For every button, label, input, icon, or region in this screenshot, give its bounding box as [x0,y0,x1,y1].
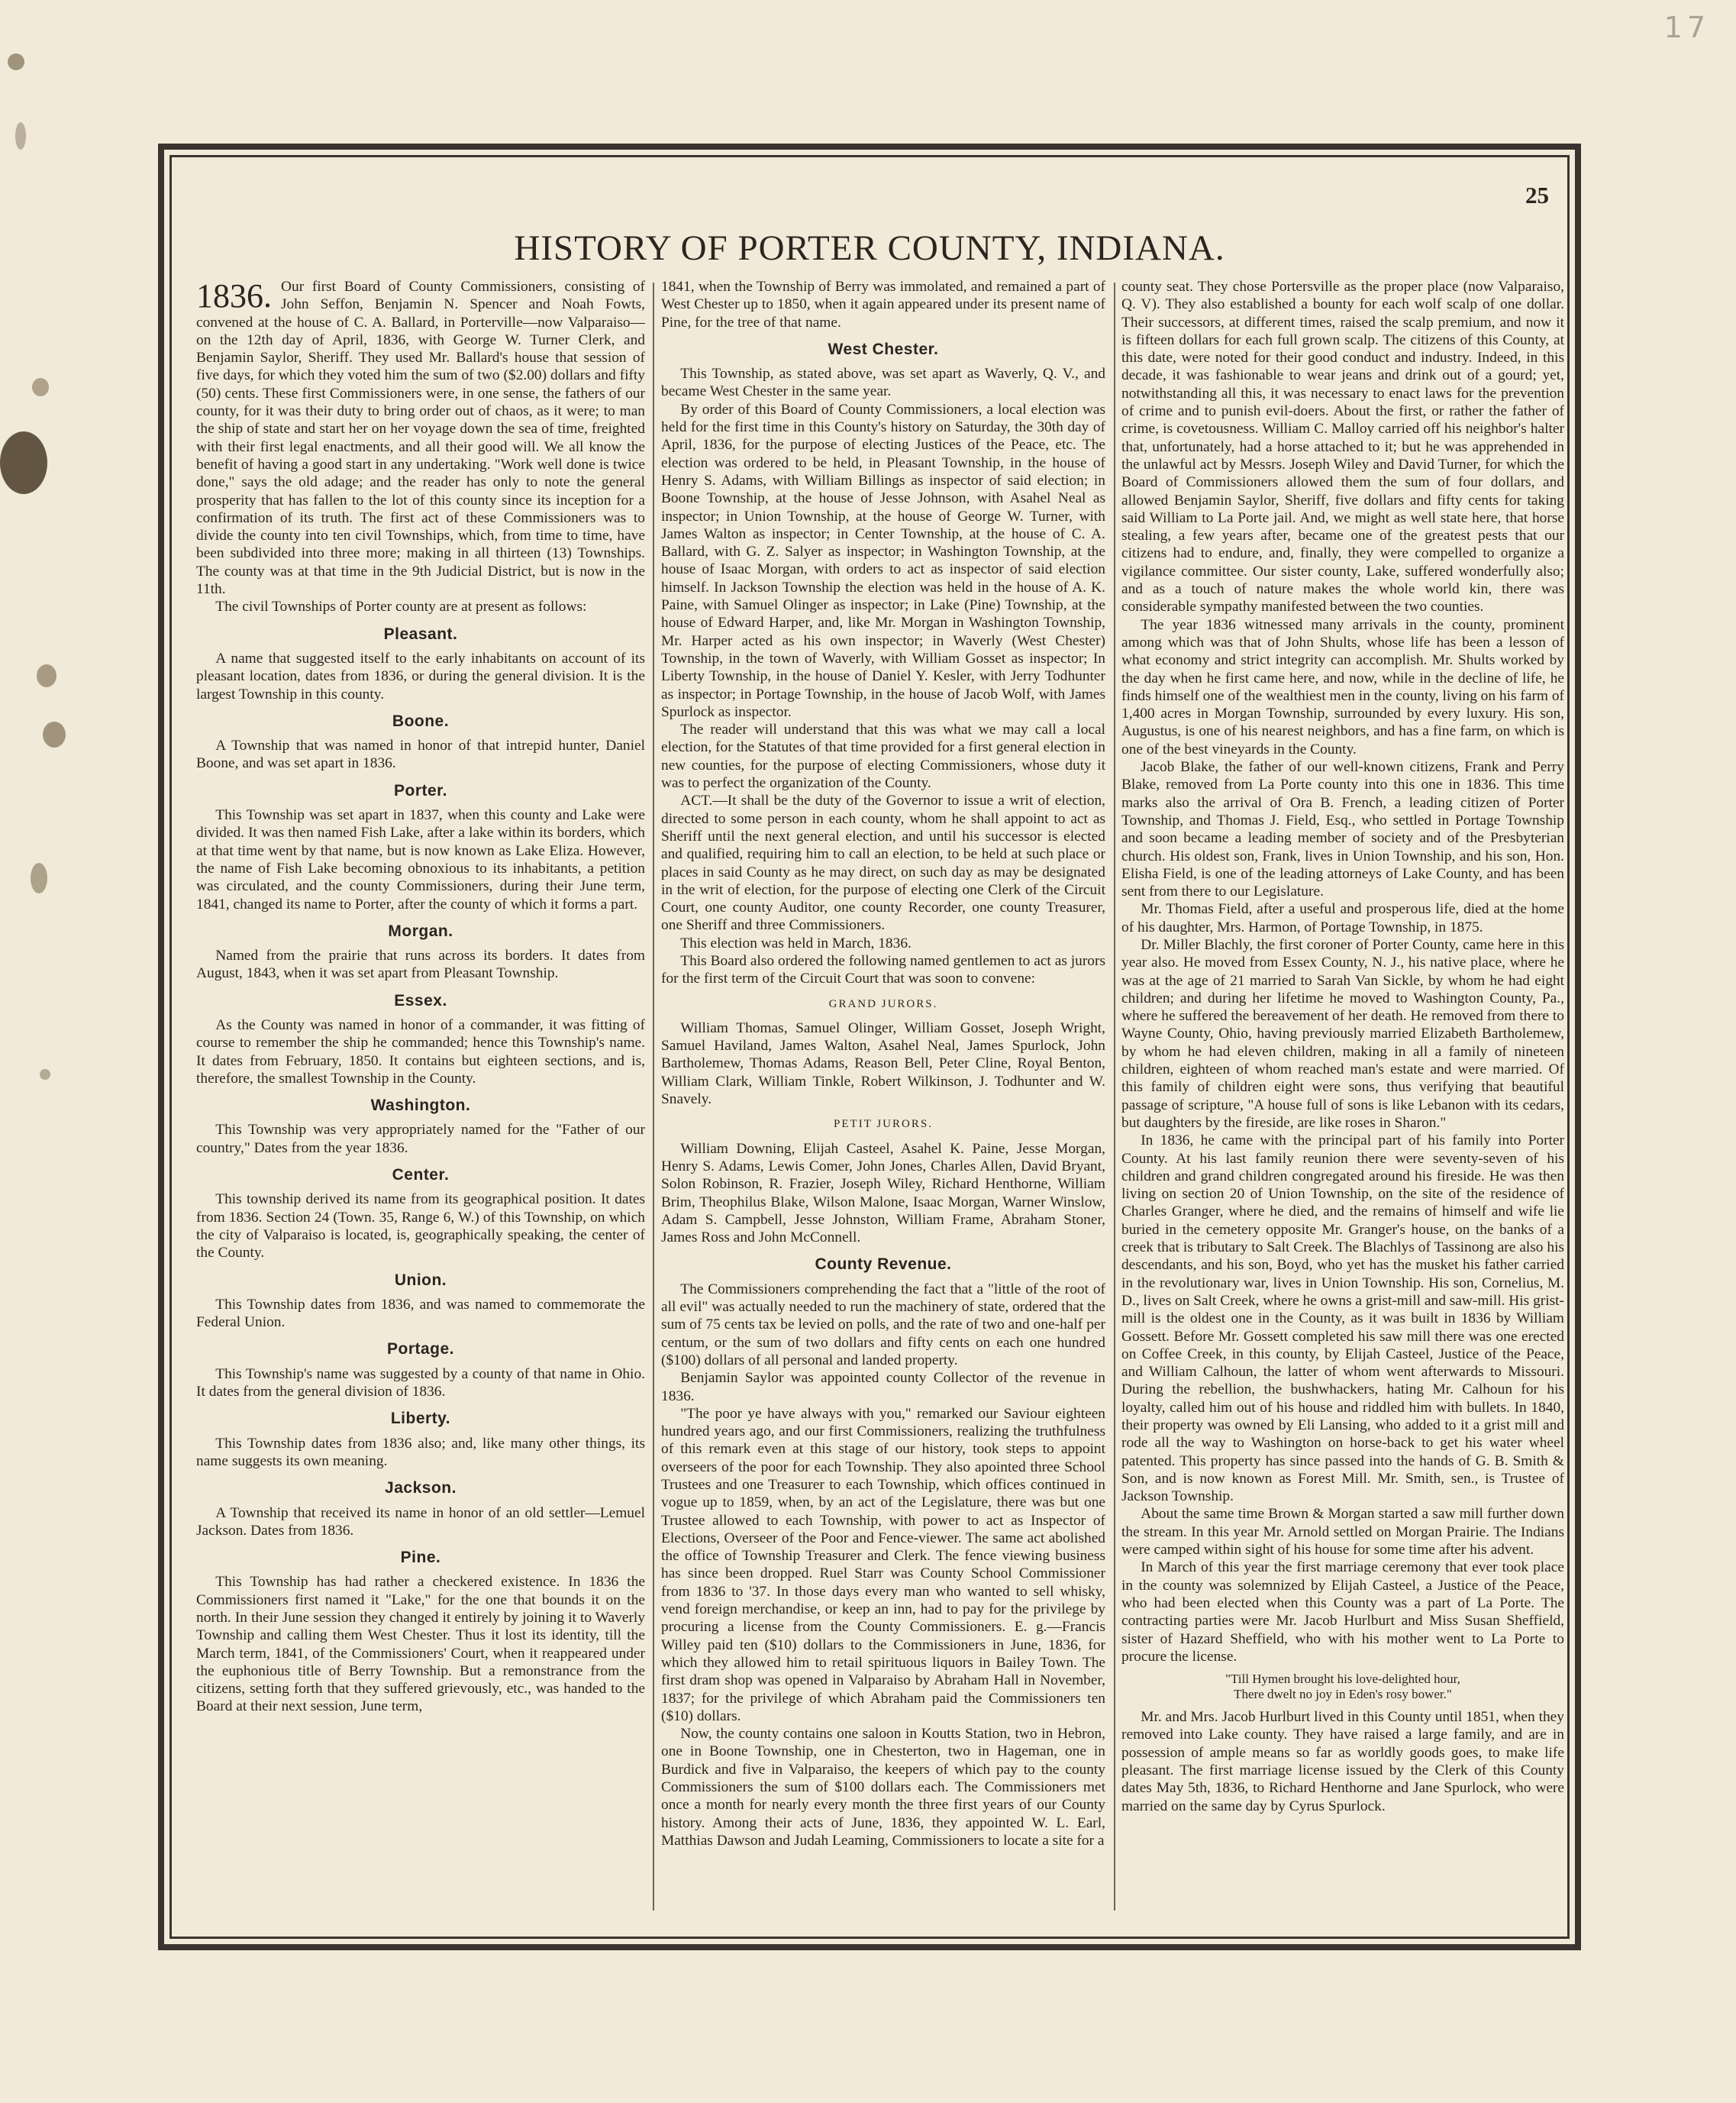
subheading-petit-jurors: PETIT JURORS. [834,1118,933,1131]
section-heading: Essex. [394,991,447,1010]
section-heading: Portage. [386,1340,455,1358]
intro-year: 1836. [196,278,272,315]
column-rule [1114,283,1115,1911]
paragraph: Mr. and Mrs. Jacob Hurlburt lived in this County until 1851, when they removed into Lake county. They have raised a large family, and are in possession of ample means so far as worldly goods goes, to make life pleasant. The first marriage license issued by the Clerk of this County dates May 5th, 1836, to Richard Henthorne and Jane Spurlock, who were married on the same day by Cyrus Spurlock. [1121,1709,1564,1814]
paragraph: ACT.—It shall be the duty of the Governor to issue a writ of election, directed to some person in each county, whom he shall appoint to act as Sheriff until the next general election, and until his successor is elected and qualified, requiring him to call an election, to be held at such place or places in said County as he may direct, on such day as may be designated in the writ of election, for the purpose of electing one Clerk of the Circuit Court, one county Auditor, one county Recorder, one county Treasurer, one Sheriff and three Commissioners. [661,793,1105,934]
section-text: This Township was very appropriately named for the "Father of our country," Dates from the year 1836. [196,1122,645,1156]
column-rule [653,283,654,1911]
paragraph: "The poor ye have always with you," remarked our Saviour eighteen hundred years ago, and our first Commissioners, realizing the truthfulness of this remark even at this stage of our history, took steps to appoint overseers of the poor for each Township. They also apointed three School Trustees and one Treasurer to each Township, which offices continued in vogue up to 1859, when, by an act of the Legislature, there was but one Trustee allowed to each Township, with power to act as Inspector of Elections, Overseer of the Poor and Fence-viewer. The same act abolished the office of Township Treasurer and Clerk. The fence viewing business has since been dropped. Ruel Starr was County School Commissioner from 1836 to '37. In those days every man who wanted to sell whisky, vend foreign merchandise, or keep an inn, had to pay for the privilege by procuring a license from the County Commissioners. E. g.—Francis Willey paid ten ($10) dollars to the Commissioners in June, 1836, for which they allowed him to retail spirituous liquors in Bailey Town. The first dram shop was opened in Valparaiso by Abraham Hall in November, 1837; for the privilege of which Abraham paid the Commissioners ten ($10) dollars. [661,1405,1105,1724]
page-frame [158,144,1581,1950]
section-heading: Liberty. [390,1410,451,1428]
section-heading: Boone. [392,712,450,730]
paragraph: By order of this Board of County Commissioners, a local election was held for the first time in this County's history on Saturday, the 30th day of April, 1836, for the purpose of electing Justices of the Peace, etc. The election was ordered to be held, in Pleasant Township, in the house of Henry S. Adams, with William Billings as inspector of said election; in Boone Township, at the house of Jesse Johnson, with Asahel Neal as inspector; in Union Township, at the house of George W. Turner, with James Walton as inspector; in Center Township, at the house of C. A. Ballard, with G. Z. Salyer as inspector; in Washington Township, at the house of Isaac Morgan, with orders to act as inspector of said election himself. In Jackson Township the election was held in the house of A. K. Paine, with Samuel Olinger as inspector; in Lake (Pine) Township, at the house of Edward Harper, and, like Mr. Morgan in Washington Township, Mr. Harper acted as his own inspector; in Waverly (West Chester) Township, in the town of Waverly, with William Gosset as inspector; In Liberty Township, in the house of Daniel Y. Kesler, with Jerry Todhunter as inspector; in Portage Township, in the house of Jacob Wolf, with James Spurlock as inspector. [661,401,1105,720]
section-text: A name that suggested itself to the early inhabitants on account of its pleasant location, dates from 1836, or during the general division. It is the largest Township in this county. [196,650,645,703]
section-text: This Township dates from 1836 also; and, like many other things, its name suggests its own meaning. [196,1435,645,1469]
section-text: A Township that received its name in honor of an old settler—Lemuel Jackson. Dates from 1836. [196,1504,645,1539]
section-heading: Pine. [400,1549,441,1567]
paragraph: In March of this year the first marriage ceremony that ever took place in the county was solemnized by Elijah Casteel, a Justice of the Peace, who had been elected when this County was a part of La Porte. The contracting parties were Mr. Jacob Hurlburt and Miss Susan Sheffield, sister of Hazard Sheffield, who with his mother went to La Porte to procure the license. [1121,1559,1564,1665]
section-text: A Township that was named in honor of that intrepid hunter, Daniel Boone, and was set apart in 1836. [196,738,645,772]
poem-quote [1121,1672,1564,1702]
paragraph: About the same time Brown & Morgan started a saw mill further down the stream. In this year Mr. Arnold settled on Morgan Prairie. The Indians were camped within sight of his house for some time after his advent. [1121,1506,1564,1559]
ink-stain [31,863,47,893]
section-heading: Porter. [393,781,448,800]
text-columns [172,278,1567,1915]
poem-line: "Till Hymen brought his love-delighted hour, [1225,1672,1460,1687]
intro-paragraph [196,278,645,598]
section-heading: Pleasant. [383,625,458,643]
section-heading: Jackson. [385,1479,457,1497]
ink-stain [32,378,49,396]
paragraph: Benjamin Saylor was appointed county Collector of the revenue in 1836. [661,1370,1105,1404]
petit-jurors-list: William Downing, Elijah Casteel, Asahel K. Paine, Jesse Morgan, Henry S. Adams, Lewis Comer, John Jones, Charles Allen, David Bryant, Solon Robinson, R. Frazier, Joseph Wiley, Richard Henthorne, William Brim, Theophilus Blake, Wilson Malone, Isaac Morgan, Warner Winslow, Adam S. Campbell, Jesse Johnston, William Frame, Abraham Stoner, James Ross and John McConnell. [661,1140,1105,1246]
section-heading: Washington. [370,1097,471,1115]
section-text: As the County was named in honor of a commander, it was fitting of course to remember the ship he commanded; hence this Township's name. It dates from February, 1850. It contains but eighteen sections, and is, therefore, the smallest Township in the County. [196,1016,645,1087]
page-number: 25 [1525,182,1549,208]
paragraph: county seat. They chose Portersville as the proper place (now Valparaiso, Q. V). They also established a bounty for each wolf scalp of one dollar. Their successors, at different times, raised the scalp premium, and now it is fifteen dollars for each full grown scalp. The citizens of this County, at this date, were noted for their good conduct and industry. Indeed, in this decade, it was fashionable to wear jeans and drink out of a gourd; yet, notwithstanding all this, it was necessary to enact laws for the prevention of crime and to punish evil-doers. About the first, or rather the father of crime, is covetousness. William C. Malloy carried off his neighbor's halter that, unfortunately, had a horse attached to it; but he was apprehended in the unlawful act by Messrs. Joseph Wiley and David Turner, for which the Board of Commissioners allowed them the sum of four dollars, and allowed Benjamin Saylor, Sheriff, five dollars and fifty cents for taking said William to La Porte jail. And, we might as well state here, that horse stealing, a few years after, became one of the greatest pests that our citizens had to endure, and, finally, they were compelled to organize a vigilance committee. Our sister county, Lake, suffered wonderfully also; and as a touch of nature makes the whole world kin, there was considerable sympathy manifested between the two counties. [1121,279,1564,615]
page-frame-inner [169,155,1570,1939]
poem-line: There dwelt no joy in Eden's rosy bower." [1234,1687,1452,1702]
ink-stain [43,722,66,748]
ink-stain [8,53,24,70]
paragraph: Jacob Blake, the father of our well-known citizens, Frank and Perry Blake, removed from La Porte county into this one in 1836. This time marks also the arrival of Ora B. French, a leading citizen of Porter Township, and Thomas J. Field, Esq., who settled in Portage Township and soon became a leading member of society and of the Presbyterian church. His oldest son, Frank, lives in Union Township, and his son, Hon. Elisha Field, is one of the leading attorneys of Lake County, and has been sent from there to our Legislature. [1121,759,1564,900]
paragraph: Mr. Thomas Field, after a useful and prosperous life, died at the home of his daughter, Mrs. Harmon, of Portage Township, in 1875. [1121,901,1564,935]
section-heading: Morgan. [388,922,453,940]
paragraph: This election was held in March, 1836. [680,935,912,951]
section-heading: West Chester. [828,340,939,358]
paragraph: The year 1836 witnessed many arrivals in the county, prominent among which was that of John Shults, whose life has been a lesson of what economy and strict integrity can accomplish. Mr. Shults worked by the day when he first came here, and now, while in the decline of life, he finds himself one of the wealthiest men in the county, living on his farm of 1,400 acres in Morgan Township, surrounded by every luxury. His son, Augustus, is one of his nearest neighbors, and has a fine farm, on which is one of the best vineyards in the County. [1121,616,1564,758]
townships-intro: The civil Townships of Porter county are at present as follows: [215,599,587,615]
paragraph: Now, the county contains one saloon in Koutts Station, two in Hebron, one in Boone Township, one in Chesterton, two in Hageman, one in Burdick and five in Valparaiso, the keepers of which pay to the county Commissioners the sum of $100 dollars each. The Commissioners met once a month for nearly every month the three first years of our County history. Among their acts of June, 1836, they appointed W. L. Earl, Matthias Dawson and Judah Leaming, Commissioners to locate a site for a [661,1726,1105,1849]
section-text: This Township's name was suggested by a county of that name in Ohio. It dates from the general division of 1836. [196,1365,645,1400]
paragraph: This Township, as stated above, was set apart as Waverly, Q. V., and became West Chester in the same year. [661,366,1105,400]
section-text: This Township was set apart in 1837, when this county and Lake were divided. It was then named Fish Lake, after a lake within its borders, which at that time went by that name, but is now known as Lake Eliza. However, the name of Fish Lake becoming obnoxious to its inhabitants, a petition was circulated, and the county Commissioners, during their June term, 1841, changed its name to Porter, after the county of which it forms a part. [196,807,645,913]
column-1 [196,278,645,1915]
subheading-grand-jurors: GRAND JURORS. [828,997,938,1010]
ink-stain [0,431,47,494]
paragraph: In 1836, he came with the principal part of his family into Porter County. At his last family reunion there were seventy-seven of his children and grand children congregated around his fireside. He was then living on section 20 of Union Township, on the site of the residence of Charles Granger, where he died, and the remains of himself and wife lie buried in the cemetery opposite Mr. Granger's house, on the banks of a creek that is tributary to Salt Creek. The Blachlys of Tassinong are also his descendants, and his son, Boyd, who yet has the musket his father carried in the revolutionary war, lives in Union Township. His son, Cornelius, M. D., lives on Salt Creek, where he owns a grist-mill and saw-mill. His grist-mill is the oldest one in the County, as it was built in 1836 by William Gossett. Before Mr. Gossett completed his saw mill there was one erected on Coffee Creek, in this county, by Elijah Casteel, Justice of the Peace, and William Calhoun, the latter of whom went afterwards to Missouri. During the rebellion, the bushwhackers, hating Mr. Calhoun for his loyalty, called him out of his house and riddled him with bullets. In 1840, their property was owned by Eli Lansing, who added to it a grist mill and rode all the way to Washington on horse-back to get his water wheel patented. This property has since passed into the hands of G. B. Smith & Son, and is now known as Forest Mill. Mr. Smith, sen., is Trustee of Jackson Township. [1121,1132,1564,1505]
ink-stain [40,1069,50,1080]
corner-page-number: 17 [1663,11,1710,44]
paragraph: The reader will understand that this was what we may call a local election, for the Statutes of that time provided for a first general election in new counties, for the purpose of electing Commissioners, whose duty it was to perfect the organization of the County. [661,722,1105,792]
section-text: This Township has had rather a checkered existence. In 1836 the Commissioners first named it "Lake," for the one that bounds it on the north. In their June session they changed it entirely by joining it to Waverly Township and calling them West Chester. Thus it lost its identity, till the March term, 1841, of the Commissioners' Court, when it reappeared under the euphonious title of Berry Township. But a remonstrance from the citizens, setting forth that they suffered grievously, etc., was handed to the Board at their next session, June term, [196,1574,645,1715]
intro-text: Our first Board of County Commissioners, consisting of John Seffon, Benjamin N. Spencer and Noah Fowts, convened at the house of C. A. Ballard, in Porterville—now Valparaiso—on the 12th day of April, 1836, with George W. Turner Clerk, and Benjamin Saylor, Sheriff. They used Mr. Ballard's house that session of five days, for which they voted him the sum of two ($2.00) dollars and fifty (50) cents. These first Commissioners were, in one sense, the fathers of our county, for it was their duty to bring order out of chaos, as it were; to man the ship of state and start her on her voyage down the sea of time, freighted with their first legal enactments, and all their good will. We all know the benefit of having a good start in any undertaking. "Work well done is twice done," says the old adage; and the reader has only to note the general prosperity that has fallen to the lot of this county since its inception for a confirmation of its truth. The first act of these Commissioners was to divide the county into ten civil Townships, which, from time to time, have been subdivided into three more; making in all thirteen (13) Townships. The county was at that time in the 9th Judicial District, but is now in the 11th. [196,279,645,598]
column-2 [661,278,1105,1915]
section-heading: Union. [394,1271,447,1289]
section-text: This Township dates from 1836, and was named to commemorate the Federal Union. [196,1296,645,1331]
section-heading: Center. [392,1166,450,1184]
paragraph: Dr. Miller Blachly, the first coroner of Porter County, came here in this year also. He moved from Essex County, N. J., his native place, where he was at the age of 21 married to Sarah Van Sickle, by whom he had eight children; and during her lifetime he moved to Washington County, Pa., where he suffered the bereavement of her death. He removed from there to Wayne County, Ohio, having previously married Elizabeth Bartholemew, by whom he had eleven children, making in all a family of nineteen children, eighteen of whom reached man's estate and were married. Of this family of children eight were sons, thus verifying that beautiful passage of scripture, "A house full of sons is like Lebanon with its cedars, but daughters by the fireside, are like roses in Sharon." [1121,936,1564,1131]
pine-continuation: 1841, when the Township of Berry was immolated, and remained a part of West Chester up to 1850, when it again appeared under its present name of Pine, for the tree of that name. [661,279,1105,331]
section-heading: County Revenue. [815,1255,952,1274]
paragraph: The Commissioners comprehending the fact that a "little of the root of all evil" was actually needed to run the machinery of state, ordered that the sum of 75 cents tax be levied on polls, and the rate of two and one-half per centum, or the sum of two dollars and fifty cents on each one hundred ($100) dollars of all personal and landed property. [661,1281,1105,1368]
section-text: This township derived its name from its geographical position. It dates from 1836. Section 24 (Town. 35, Range 6, W.) of this Township, on which the city of Valparaiso is located, is, geographically speaking, the center of the County. [196,1191,645,1261]
paragraph: This Board also ordered the following named gentlemen to act as jurors for the first term of the Circuit Court that was soon to convene: [661,952,1105,987]
ink-stain [37,664,56,687]
column-3 [1121,278,1564,1915]
ink-stain [15,122,26,150]
grand-jurors-list: William Thomas, Samuel Olinger, William Gosset, Joseph Wright, Samuel Haviland, James Walton, Asahel Neal, James Spurlock, John Bartholemew, Thomas Adams, Reason Bell, Peter Cline, Royal Benton, William Clark, William Tinkle, Robert Wilkinson, J. Todhunter and W. Snavely. [661,1019,1105,1108]
section-text: Named from the prairie that runs across its borders. It dates from August, 1843, when it was set apart from Pleasant Township. [196,948,645,982]
page-title: HISTORY OF PORTER COUNTY, INDIANA. [514,228,1225,268]
